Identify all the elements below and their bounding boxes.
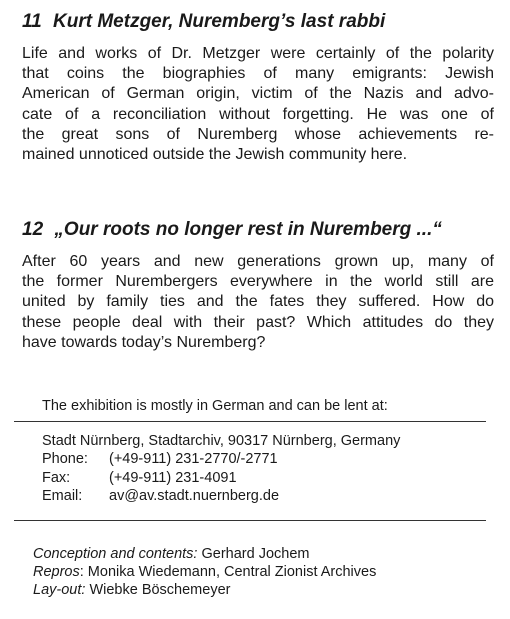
section-title [22, 219, 494, 241]
body-line: American of German origin, victim of the Nazis and advo- [22, 85, 494, 103]
credit-role: Conception and contents: [33, 546, 198, 562]
credit-person: : Monika Wiedemann, Central Zionist Archives [79, 564, 377, 580]
fax-value: (+49-911) 231-4091 [109, 469, 237, 486]
credit-person: Gerhard Jochem [201, 546, 310, 562]
credit-person: Wiebke Böschemeyer [89, 582, 231, 598]
body-line: After 60 years and new generations grown up, many of [22, 253, 494, 270]
body-line: united by family ties and the fates they suffered. How do [22, 293, 494, 311]
fax-row [42, 469, 400, 487]
email-row [42, 487, 400, 505]
address-line [42, 432, 400, 450]
body-line: the former Nurembergers everywhere in the world still are [22, 273, 494, 291]
section-our-roots [22, 219, 494, 353]
credit-conception [33, 545, 376, 563]
section-kurt-metzger [22, 11, 494, 165]
section-title-text: Kurt Metzger, Nuremberg’s last rabbi [53, 11, 386, 32]
credit-role: Repros [33, 564, 80, 580]
address-text: Stadt Nürnberg, Stadtarchiv, 90317 Nürnberg, Germany [42, 433, 401, 449]
section-number: 11 [22, 11, 42, 32]
credit-role: Lay-out: [33, 582, 86, 598]
email-value: av@av.stadt.nuernberg.de [109, 487, 280, 504]
phone-row [42, 450, 400, 468]
section-number: 12 [22, 219, 44, 240]
credits-block [33, 545, 376, 599]
divider-bottom [14, 520, 486, 521]
section-title-text: „Our roots no longer rest in Nuremberg ...“ [54, 219, 442, 240]
contact-block [42, 432, 400, 505]
body-line: these people deal with their past? Which attitudes do they [22, 313, 494, 331]
body-line: Life and works of Dr. Metzger were certainly of the polarity [22, 45, 494, 62]
body-line: the great sons of Nuremberg whose achievements re- [22, 125, 494, 143]
section-title [22, 11, 494, 33]
phone-value: (+49-911) 231-2770/-2771 [109, 451, 278, 468]
divider-top [14, 421, 486, 422]
phone-label: Phone: [42, 451, 88, 468]
body-line: that coins the biographies of many emigrants: Jewish [22, 65, 494, 83]
credit-repros [33, 563, 376, 581]
body-line: mained unnoticed outside the Jewish community here. [22, 146, 408, 164]
body-line: have towards today’s Nuremberg? [22, 333, 266, 351]
section-body [22, 44, 494, 165]
credit-layout [33, 581, 376, 599]
email-label: Email: [42, 487, 83, 504]
fax-label: Fax: [42, 469, 71, 486]
body-line: cate of a reconciliation without forgetting. He was one of [22, 105, 494, 123]
section-body [22, 252, 494, 353]
lending-note: The exhibition is mostly in German and can be lent at: [42, 398, 388, 414]
